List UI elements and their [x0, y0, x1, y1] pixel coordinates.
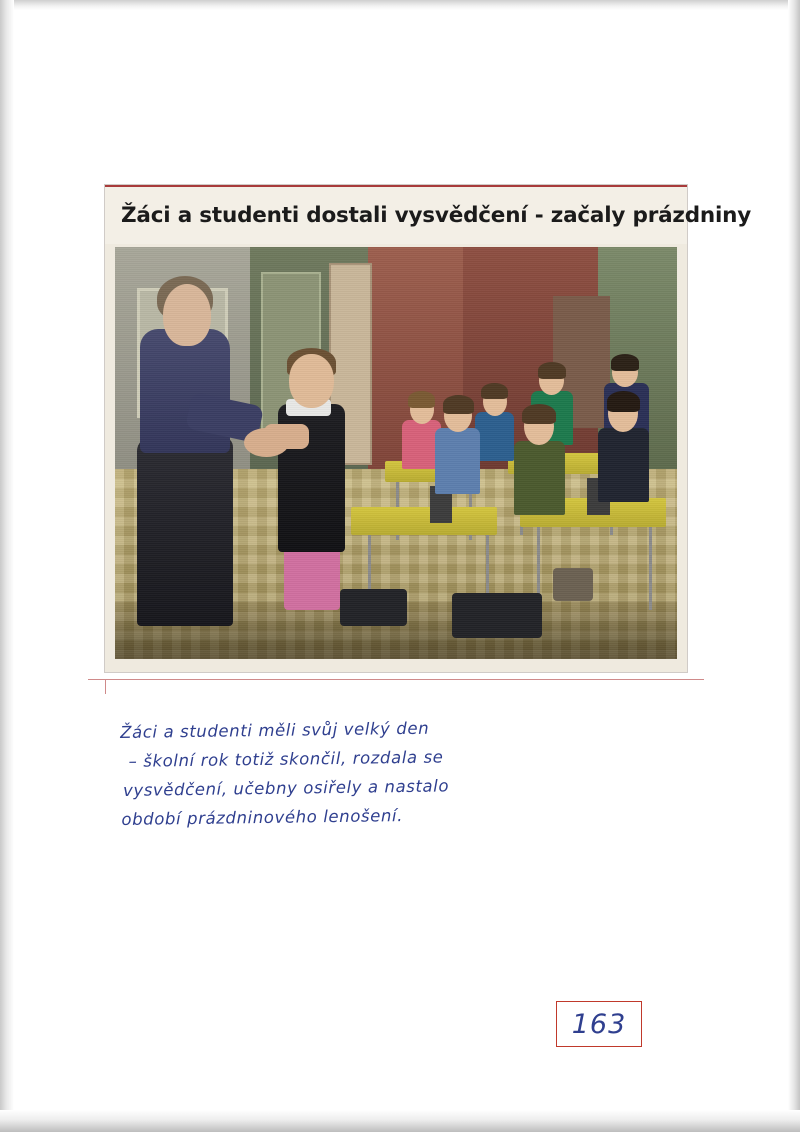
- handwritten-line: vysvědčení, učebny osiřely a nastalo: [122, 776, 450, 800]
- scan-edge-left: [0, 0, 14, 1132]
- scan-edge-bottom: [0, 1110, 800, 1132]
- scan-edge-top: [0, 0, 800, 10]
- pupil: [475, 412, 514, 461]
- handwritten-line: Žáci a studenti měli svůj velký den: [120, 718, 430, 742]
- crop-mark-bottom: [88, 679, 704, 680]
- pupil-hair: [522, 404, 555, 425]
- article-photo: [115, 247, 677, 659]
- crop-mark-left: [105, 680, 106, 694]
- page-number-stamp: [556, 1001, 642, 1047]
- pupil-hair: [538, 362, 566, 378]
- pupil-head: [289, 354, 334, 408]
- pupil-hair: [607, 391, 640, 412]
- page-number: 163: [571, 1008, 627, 1040]
- headline-band: [105, 187, 752, 244]
- newspaper-clipping: [105, 185, 752, 672]
- school-bag: [553, 568, 592, 601]
- teacher-skirt: [137, 437, 233, 627]
- pupil-hair: [443, 395, 474, 414]
- scan-edge-right: [788, 0, 800, 1132]
- pupil: [514, 441, 565, 515]
- handwritten-line: období prázdninového lenošení.: [121, 806, 404, 829]
- pupil-hair: [481, 383, 508, 399]
- school-bag: [452, 593, 542, 638]
- pupil: [598, 428, 649, 502]
- desk-leg: [649, 527, 652, 609]
- pupil-hair: [611, 354, 640, 370]
- pupil: [435, 428, 480, 494]
- handwritten-note: [120, 710, 682, 834]
- school-bag: [340, 589, 407, 626]
- article-headline: Žáci a studenti dostali vysvědčení - začaly prázdniny: [121, 203, 752, 228]
- desk: [351, 507, 497, 536]
- handwritten-line: – školní rok totiž skončil, rozdala se: [128, 747, 444, 771]
- pupil-hair: [408, 391, 435, 407]
- teacher-head: [163, 284, 211, 346]
